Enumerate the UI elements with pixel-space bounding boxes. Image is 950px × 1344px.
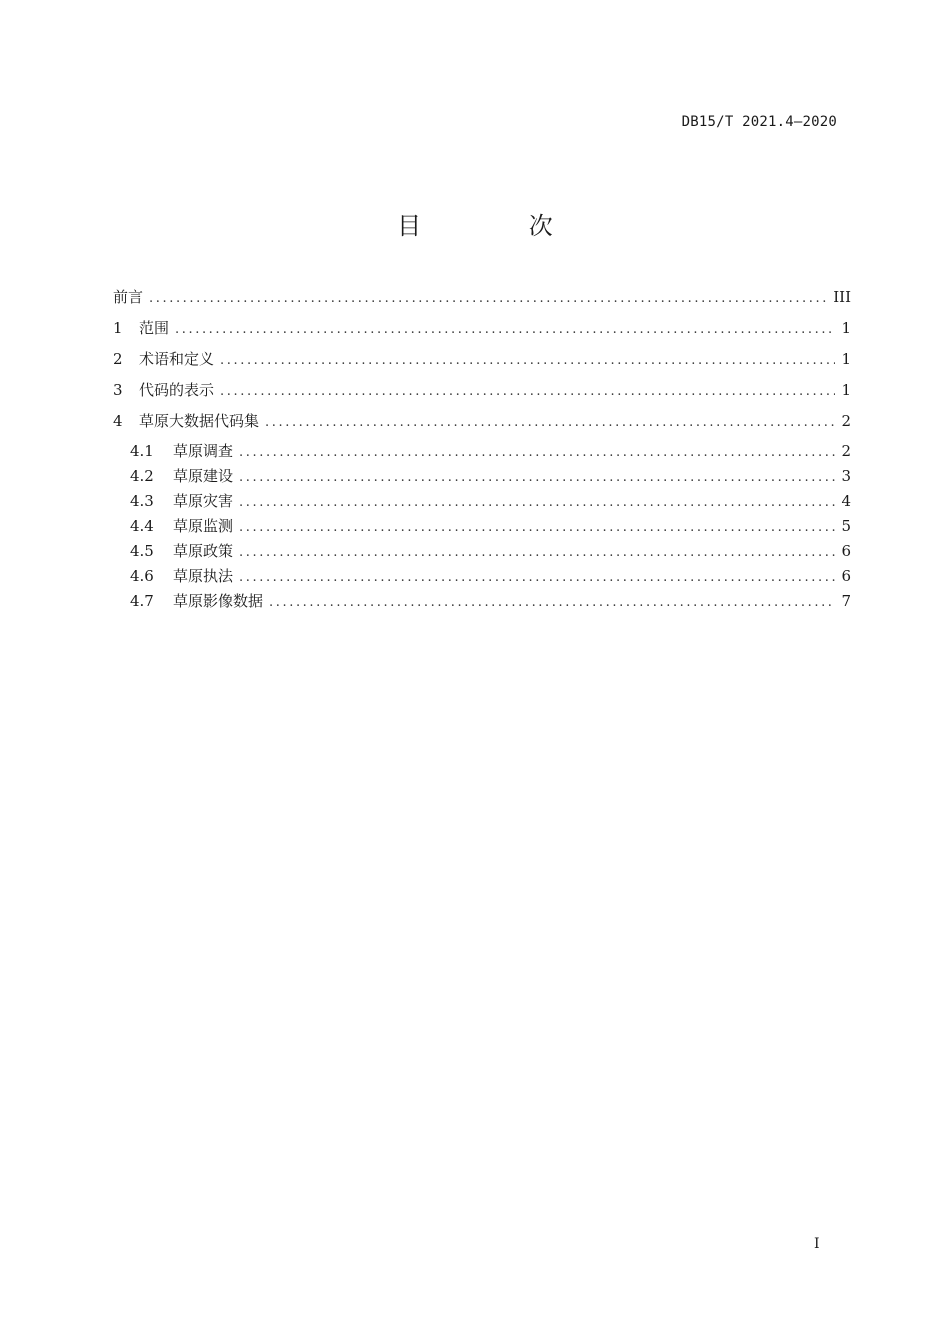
toc-entry-4-6[interactable] [113, 566, 851, 591]
toc-entry-page: 2 [841, 442, 851, 460]
toc-entry-number: 2 [113, 350, 123, 368]
toc-entry-label: 术语和定义 [139, 350, 215, 368]
toc-entry-page: III [833, 288, 851, 306]
toc-entry-number: 4.3 [130, 492, 154, 510]
toc-entry-4-1[interactable] [113, 441, 851, 466]
toc-entry-number: 4.5 [130, 542, 154, 560]
toc-leader-dots [239, 493, 835, 513]
toc-entry-number: 1 [113, 319, 123, 337]
toc-entry-4[interactable] [113, 410, 851, 441]
toc-entry-label: 草原监测 [173, 517, 234, 535]
toc-entry-page: 1 [841, 319, 851, 337]
toc-entry-label: 草原政策 [173, 542, 234, 560]
toc-leader-dots [239, 568, 835, 588]
page-number: I [814, 1236, 820, 1252]
toc-entry-foreword[interactable] [113, 286, 851, 317]
toc-entry-3[interactable] [113, 379, 851, 410]
toc-entry-page: 7 [841, 592, 851, 610]
toc-leader-dots [239, 468, 835, 488]
toc-entry-number: 4.7 [130, 592, 154, 610]
table-of-contents [113, 286, 851, 616]
toc-entry-4-2[interactable] [113, 466, 851, 491]
toc-entry-page: 1 [841, 381, 851, 399]
toc-entry-page: 3 [841, 467, 851, 485]
toc-entry-1[interactable] [113, 317, 851, 348]
toc-leader-dots [220, 381, 835, 403]
toc-leader-dots [239, 443, 835, 463]
toc-leader-dots [239, 543, 835, 563]
toc-entry-page: 2 [841, 412, 851, 430]
toc-entry-page: 6 [841, 542, 851, 560]
toc-entry-page: 6 [841, 567, 851, 585]
toc-entry-number: 4.4 [130, 517, 154, 535]
toc-entry-label: 草原建设 [173, 467, 234, 485]
toc-entry-page: 1 [841, 350, 851, 368]
toc-entry-label: 草原灾害 [173, 492, 234, 510]
toc-entry-number: 4 [113, 412, 123, 430]
toc-entry-label: 草原执法 [173, 567, 234, 585]
toc-entry-label: 草原大数据代码集 [139, 412, 260, 430]
toc-entry-label: 草原调查 [173, 442, 234, 460]
toc-entry-number: 4.6 [130, 567, 154, 585]
toc-entry-page: 4 [841, 492, 851, 510]
toc-entry-4-7[interactable] [113, 591, 851, 616]
toc-entry-4-3[interactable] [113, 491, 851, 516]
toc-leader-dots [239, 518, 835, 538]
toc-entry-2[interactable] [113, 348, 851, 379]
toc-entry-page: 5 [841, 517, 851, 535]
toc-entry-number: 4.2 [130, 467, 154, 485]
toc-entry-number: 4.1 [130, 442, 154, 460]
toc-entry-label: 范围 [139, 319, 170, 337]
toc-entry-4-5[interactable] [113, 541, 851, 566]
document-code: DB15/T 2021.4—2020 [681, 114, 837, 130]
toc-entry-number: 3 [113, 381, 123, 399]
toc-entry-label: 前言 [113, 288, 144, 306]
toc-leader-dots [220, 350, 835, 372]
toc-entry-label: 草原影像数据 [173, 592, 264, 610]
toc-entry-4-4[interactable] [113, 516, 851, 541]
page-title: 目 次 [397, 212, 603, 240]
toc-leader-dots [269, 593, 835, 613]
toc-entry-label: 代码的表示 [139, 381, 215, 399]
toc-leader-dots [175, 319, 835, 341]
toc-leader-dots [265, 412, 835, 434]
toc-leader-dots [149, 288, 827, 310]
